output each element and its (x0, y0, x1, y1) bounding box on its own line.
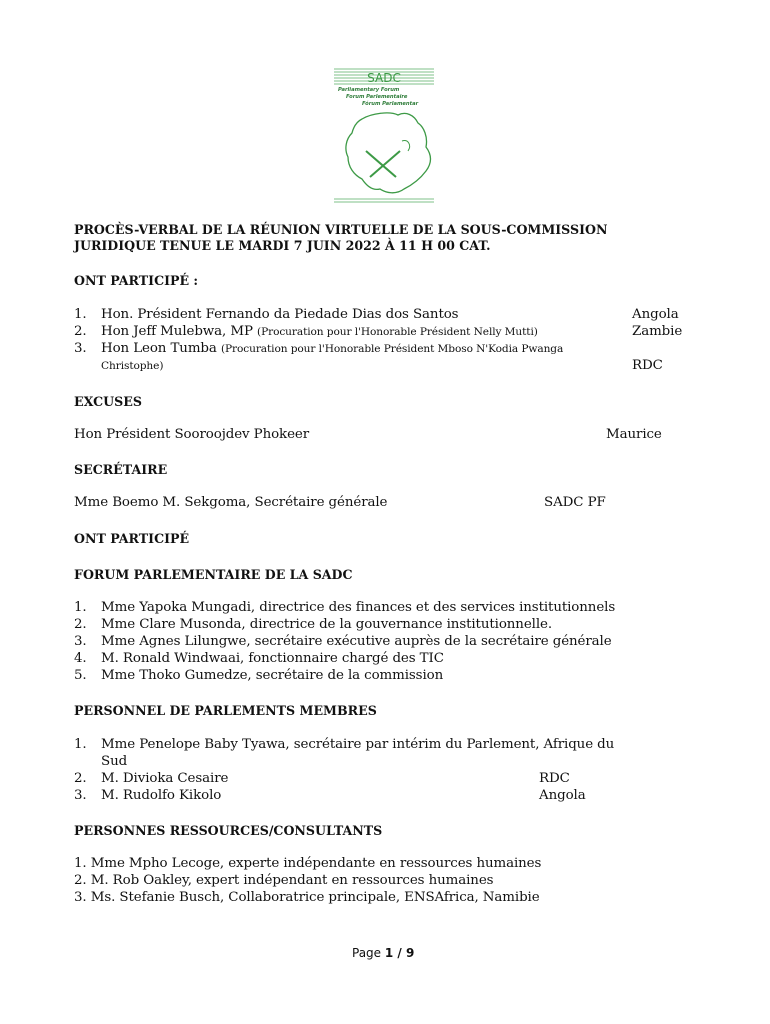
present-item-country: RDC (632, 358, 663, 373)
excuses-name: Hon Président Sooroojdev Phokeer (74, 427, 310, 442)
page-number: 1 / 9 (384, 946, 415, 960)
present-item-country: Angola (632, 307, 679, 322)
forum-item: 2. Mme Clare Musonda, directrice de la gouvernance institutionnelle. (74, 617, 552, 632)
logo-line1: Parliamentary Forum (338, 87, 400, 93)
present-item (74, 324, 538, 339)
resources-item: 1. Mme Mpho Lecoge, experte indépendante en ressources humaines (74, 856, 542, 871)
staff-item: 1. Mme Penelope Baby Tyawa, secrétaire par intérim du Parlement, Afrique du (74, 737, 615, 752)
forum-heading: FORUM PARLEMENTAIRE DE LA SADC (74, 567, 353, 582)
document-title-line2: JURIDIQUE TENUE LE MARDI 7 JUIN 2022 À 11 H 00 CAT. (74, 238, 491, 253)
resources-item: 3. Ms. Stefanie Busch, Collaboratrice principale, ENSAfrica, Namibie (74, 890, 540, 905)
sadc-pf-logo (332, 67, 436, 205)
forum-item: 4. M. Ronald Windwaai, fonctionnaire chargé des TIC (74, 651, 444, 666)
present-item-country: Zambie (632, 324, 683, 339)
page-label: Page (352, 946, 382, 960)
item-name: Hon Leon Tumba (101, 341, 217, 356)
present2-heading: ONT PARTICIPÉ (74, 531, 190, 546)
item-number: 2. (74, 324, 87, 339)
document-title-line1: PROCÈS-VERBAL DE LA RÉUNION VIRTUELLE DE LA SOUS-COMMISSION (74, 222, 608, 237)
resources-item: 2. M. Rob Oakley, expert indépendant en ressources humaines (74, 873, 494, 888)
staff-item: 2. M. Divioka Cesaire (74, 771, 229, 786)
page-footer (352, 946, 414, 960)
secretary-heading: SECRÉTAIRE (74, 462, 168, 477)
forum-item: 5. Mme Thoko Gumedze, secrétaire de la commission (74, 668, 444, 683)
present-item-note-cont: Christophe) (101, 360, 164, 372)
excuses-heading: EXCUSES (74, 394, 142, 409)
forum-item: 1. Mme Yapoka Mungadi, directrice des finances et des services institutionnels (74, 600, 616, 615)
item-note: (Procuration pour l'Honorable Président Nelly Mutti) (257, 326, 538, 338)
item-name: Hon Jeff Mulebwa, MP (101, 324, 253, 339)
logo-line2: Forum Parlementaire (346, 94, 408, 100)
item-name: Hon. Président Fernando da Piedade Dias dos Santos (101, 307, 459, 322)
secretary-org: SADC PF (544, 495, 606, 510)
staff-item-country: Angola (539, 788, 586, 803)
present-heading: ONT PARTICIPÉ : (74, 273, 199, 288)
staff-item: 3. M. Rudolfo Kikolo (74, 788, 222, 803)
logo-line3: Fórum Parlamentar (362, 101, 419, 107)
staff-heading: PERSONNEL DE PARLEMENTS MEMBRES (74, 703, 377, 718)
resources-heading: PERSONNES RESSOURCES/CONSULTANTS (74, 823, 383, 838)
item-number: 1. (74, 307, 87, 322)
excuses-country: Maurice (606, 427, 662, 442)
forum-item: 3. Mme Agnes Lilungwe, secrétaire exécutive auprès de la secrétaire générale (74, 634, 612, 649)
staff-item-cont: Sud (101, 754, 128, 769)
item-number: 3. (74, 341, 87, 356)
secretary-name: Mme Boemo M. Sekgoma, Secrétaire générale (74, 495, 388, 510)
present-item (74, 307, 458, 322)
present-item (74, 341, 563, 356)
logo-title: SADC (367, 71, 401, 85)
staff-item-country: RDC (539, 771, 570, 786)
item-note: (Procuration pour l'Honorable Président Mboso N'Kodia Pwanga (220, 343, 564, 355)
